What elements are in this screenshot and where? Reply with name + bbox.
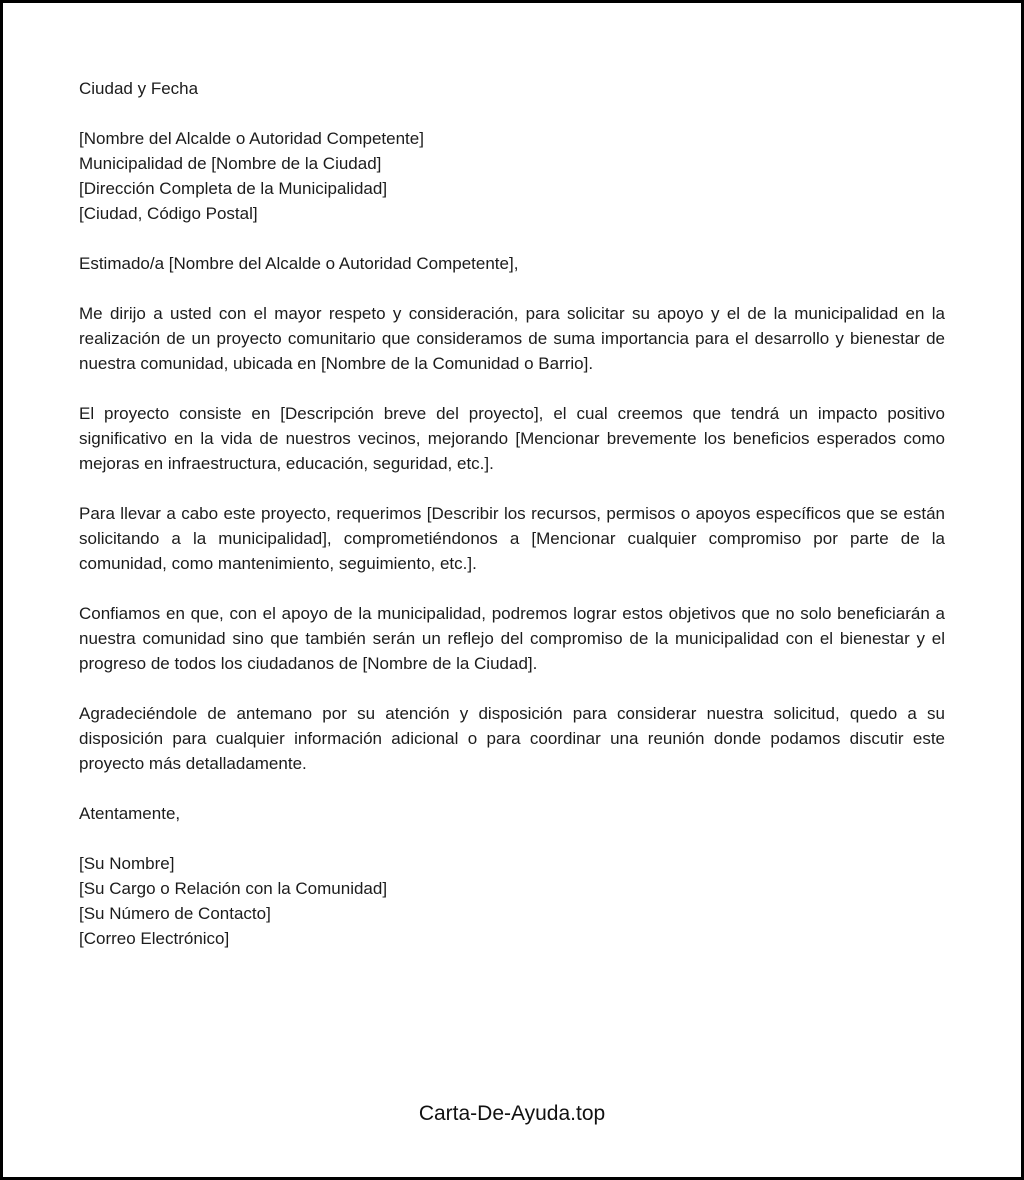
paragraph-project-description: El proyecto consiste en [Descripción breve del proyecto], el cual creemos que tendrá un impacto positivo significativo en la vida de nuestros vecinos, mejorando [Mencionar brevemente los beneficios esperados como mejoras en infraestructura, educación, seguridad, etc.]. [79, 404, 945, 473]
body-paragraph-4 [79, 601, 945, 676]
paragraph-requirements: Para llevar a cabo este proyecto, requerimos [Describir los recursos, permisos o apoyos específicos que se están solicitando a la municipalidad], comprometiéndonos a [Mencionar cualquier compromiso por parte de la comunidad, como mantenimiento, seguimiento, etc.]. [79, 504, 945, 573]
letter-content [3, 3, 1021, 951]
paragraph-confidence: Confiamos en que, con el apoyo de la municipalidad, podremos lograr estos objetivos que no solo beneficiarán a nuestra comunidad sino que también serán un reflejo del compromiso de la municipalidad con el bienestar y el progreso de todos los ciudadanos de [Nombre de la Ciudad]. [79, 604, 945, 673]
recipient-name: [Nombre del Alcalde o Autoridad Competente] [79, 129, 424, 148]
signature-name: [Su Nombre] [79, 854, 175, 873]
salutation: Estimado/a [Nombre del Alcalde o Autoridad Competente], [79, 254, 519, 273]
body-paragraph-1 [79, 301, 945, 376]
recipient-municipality: Municipalidad de [Nombre de la Ciudad] [79, 154, 382, 173]
signature-phone: [Su Número de Contacto] [79, 904, 271, 923]
site-name: Carta-De-Ayuda.top [418, 1102, 606, 1125]
salutation-block [79, 251, 945, 276]
body-paragraph-2 [79, 401, 945, 476]
date-line-block [79, 76, 945, 101]
paragraph-thanks: Agradeciéndole de antemano por su atención y disposición para considerar nuestra solicitud, quedo a su disposición para cualquier información adicional o para coordinar una reunión donde podamos discutir este proyecto más detalladamente. [79, 704, 945, 773]
date-line: Ciudad y Fecha [79, 79, 199, 98]
closing: Atentamente, [79, 804, 181, 823]
recipient-address: [Dirección Completa de la Municipalidad] [79, 179, 388, 198]
recipient-block [79, 126, 945, 226]
signature-role: [Su Cargo o Relación con la Comunidad] [79, 879, 388, 898]
closing-block [79, 801, 945, 826]
signature-block [79, 851, 945, 951]
site-footer [3, 1099, 1021, 1128]
body-paragraph-5 [79, 701, 945, 776]
recipient-city-postal: [Ciudad, Código Postal] [79, 204, 258, 223]
signature-email: [Correo Electrónico] [79, 929, 230, 948]
paragraph-intro: Me dirijo a usted con el mayor respeto y consideración, para solicitar su apoyo y el de la municipalidad en la realización de un proyecto comunitario que consideramos de suma importancia para el desarrollo y bienestar de nuestra comunidad, ubicada en [Nombre de la Comunidad o Barrio]. [79, 304, 945, 373]
body-paragraph-3 [79, 501, 945, 576]
